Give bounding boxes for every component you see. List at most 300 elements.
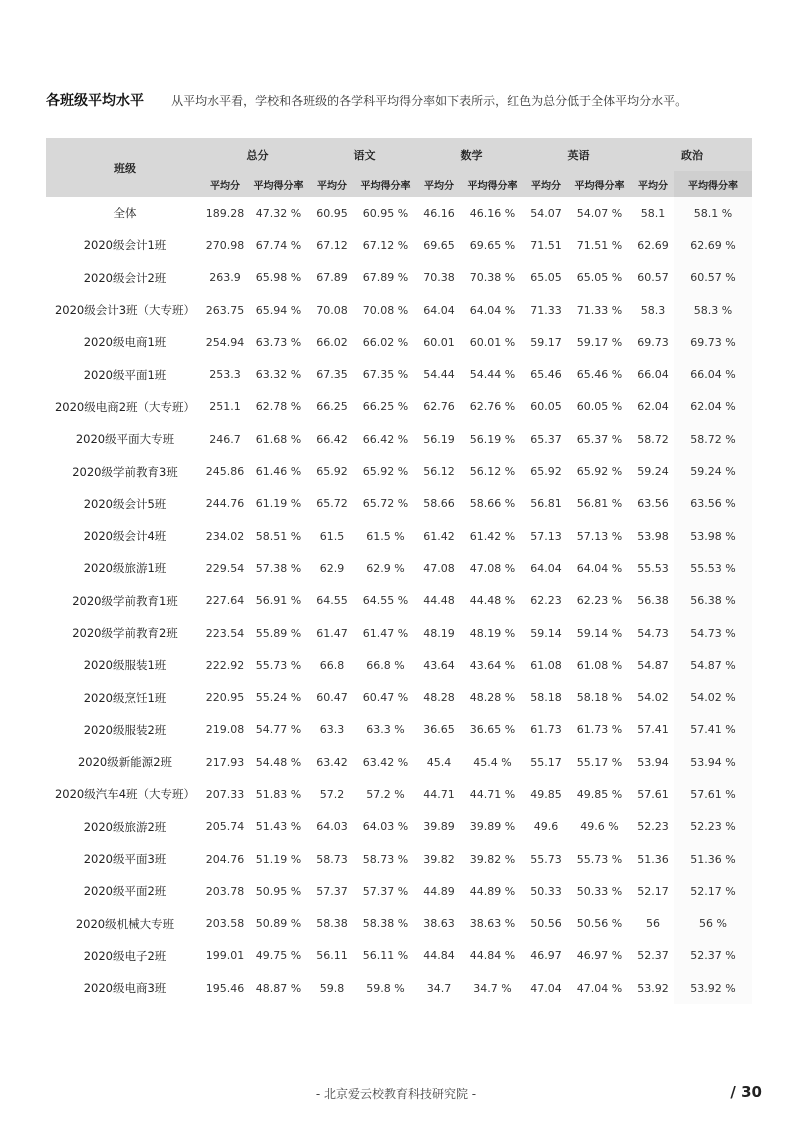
- chinese-rate-cell: 67.12 %: [362, 238, 409, 252]
- math-rate-cell: 58.66 %: [469, 497, 516, 511]
- english-avg-cell: 57.13: [530, 529, 562, 543]
- class-name-cell: 2020级旅游2班: [83, 819, 167, 834]
- table-row: [46, 358, 752, 390]
- chinese-avg-cell: 65.72: [316, 497, 348, 511]
- chinese-avg-cell: 57.2: [319, 787, 345, 801]
- politics-avg-cell: 53.92: [637, 981, 669, 995]
- class-column-header: 班级: [46, 138, 204, 197]
- math-rate-cell: 56.12 %: [469, 465, 516, 479]
- math-avg-cell: 56.12: [423, 465, 455, 479]
- class-name-cell: 2020级学前教育1班: [72, 593, 178, 608]
- english-rate-cell: 71.33 %: [576, 303, 623, 317]
- chinese-rate-cell: 60.47 %: [362, 691, 409, 705]
- subject-header-math: 数学: [418, 138, 525, 171]
- english-rate-cell: 65.92 %: [576, 465, 623, 479]
- chinese-rate-cell: 57.2 %: [366, 787, 405, 801]
- math-avg-cell: 34.7: [426, 981, 452, 995]
- english-avg-cell: 65.46: [530, 368, 562, 382]
- politics-avg-cell: 52.23: [637, 820, 669, 834]
- english-rate-cell: 57.13 %: [576, 529, 623, 543]
- table-row: [46, 391, 752, 423]
- chinese-avg-cell: 64.03: [316, 820, 348, 834]
- total-rate-cell: 55.73 %: [255, 658, 302, 672]
- chinese-avg-cell: 61.5: [319, 529, 345, 543]
- math-avg-cell: 54.44: [423, 368, 455, 382]
- total-avg-cell: 245.86: [205, 465, 245, 479]
- subject-header-total: 总分: [204, 138, 311, 171]
- math-rate-cell: 62.76 %: [469, 400, 516, 414]
- politics-rate-cell: 53.94 %: [674, 746, 752, 778]
- politics-rate-cell: 54.87 %: [674, 649, 752, 681]
- math-avg-cell: 36.65: [423, 723, 455, 737]
- politics-rate-cell: 53.92 %: [674, 972, 752, 1004]
- intro-text: 从平均水平看，学校和各班级的各学科平均得分率如下表所示，红色为总分低于全体平均分水平。: [171, 94, 688, 108]
- total-avg-cell: 189.28: [205, 206, 245, 220]
- avg-score-header: 平均分: [204, 171, 246, 197]
- total-avg-cell: 223.54: [205, 626, 245, 640]
- section-title: 各班级平均水平: [46, 93, 144, 109]
- total-avg-cell: 217.93: [205, 755, 245, 769]
- subject-header-row: [46, 138, 752, 171]
- chinese-rate-cell: 63.42 %: [362, 755, 409, 769]
- page-number: / 30: [730, 1083, 762, 1101]
- chinese-avg-cell: 67.12: [316, 238, 348, 252]
- total-avg-cell: 270.98: [205, 238, 245, 252]
- chinese-avg-cell: 60.47: [316, 691, 348, 705]
- total-rate-cell: 55.24 %: [255, 691, 302, 705]
- english-avg-cell: 59.14: [530, 626, 562, 640]
- total-avg-cell: 219.08: [205, 723, 245, 737]
- total-avg-cell: 203.58: [205, 917, 245, 931]
- english-rate-cell: 65.05 %: [576, 271, 623, 285]
- table-row: [46, 520, 752, 552]
- politics-rate-cell: 56 %: [674, 908, 752, 940]
- english-rate-cell: 62.23 %: [576, 594, 623, 608]
- politics-avg-cell: 52.17: [637, 884, 669, 898]
- total-avg-cell: 229.54: [205, 561, 245, 575]
- chinese-rate-cell: 67.89 %: [362, 271, 409, 285]
- total-avg-cell: 222.92: [205, 658, 245, 672]
- math-rate-cell: 38.63 %: [469, 917, 516, 931]
- chinese-rate-cell: 66.25 %: [362, 400, 409, 414]
- chinese-rate-cell: 65.92 %: [362, 465, 409, 479]
- math-avg-cell: 56.19: [423, 432, 455, 446]
- english-rate-cell: 65.37 %: [576, 432, 623, 446]
- total-rate-cell: 63.32 %: [255, 368, 302, 382]
- politics-rate-cell: 53.98 %: [674, 520, 752, 552]
- english-rate-cell: 54.07 %: [576, 206, 623, 220]
- english-rate-cell: 61.73 %: [576, 723, 623, 737]
- english-rate-cell: 49.6 %: [580, 820, 619, 834]
- class-name-cell: 2020级会计2班: [83, 270, 167, 285]
- table-row: [46, 617, 752, 649]
- english-avg-cell: 58.18: [530, 691, 562, 705]
- table-row: [46, 229, 752, 261]
- table-row: [46, 585, 752, 617]
- class-name-cell: 2020级会计1班: [83, 238, 167, 253]
- politics-rate-cell: 62.69 %: [674, 229, 752, 261]
- total-rate-cell: 49.75 %: [255, 949, 302, 963]
- math-avg-cell: 58.66: [423, 497, 455, 511]
- chinese-avg-cell: 66.42: [316, 432, 348, 446]
- chinese-avg-cell: 57.37: [316, 884, 348, 898]
- math-rate-cell: 44.71 %: [469, 787, 516, 801]
- table-row: [46, 423, 752, 455]
- chinese-rate-cell: 66.42 %: [362, 432, 409, 446]
- total-avg-cell: 199.01: [205, 949, 245, 963]
- chinese-rate-cell: 57.37 %: [362, 884, 409, 898]
- total-rate-cell: 50.95 %: [255, 884, 302, 898]
- total-rate-cell: 58.51 %: [255, 529, 302, 543]
- class-name-cell: 2020级烹饪1班: [83, 690, 167, 705]
- politics-rate-cell: 52.37 %: [674, 940, 752, 972]
- politics-rate-cell: 59.24 %: [674, 455, 752, 487]
- class-name-cell: 2020级平面大专班: [75, 432, 175, 447]
- class-name-cell: 2020级电商1班: [83, 335, 167, 350]
- math-avg-cell: 44.84: [423, 949, 455, 963]
- total-avg-cell: 227.64: [205, 594, 245, 608]
- math-rate-cell: 34.7 %: [473, 981, 512, 995]
- chinese-avg-cell: 59.8: [319, 981, 345, 995]
- politics-rate-cell: 57.61 %: [674, 778, 752, 810]
- chinese-avg-cell: 61.47: [316, 626, 348, 640]
- total-rate-cell: 67.74 %: [255, 238, 302, 252]
- table-row: [46, 972, 752, 1004]
- english-avg-cell: 49.85: [530, 787, 562, 801]
- politics-avg-cell: 54.73: [637, 626, 669, 640]
- politics-rate-cell: 62.04 %: [674, 391, 752, 423]
- politics-avg-cell: 58.3: [640, 303, 666, 317]
- math-avg-cell: 47.08: [423, 561, 455, 575]
- chinese-rate-cell: 66.8 %: [366, 658, 405, 672]
- english-avg-cell: 65.05: [530, 271, 562, 285]
- chinese-avg-cell: 64.55: [316, 594, 348, 608]
- total-avg-cell: 207.33: [205, 787, 245, 801]
- total-avg-cell: 244.76: [205, 497, 245, 511]
- english-avg-cell: 46.97: [530, 949, 562, 963]
- politics-rate-cell: 58.3 %: [674, 294, 752, 326]
- math-avg-cell: 62.76: [423, 400, 455, 414]
- math-avg-cell: 70.38: [423, 271, 455, 285]
- english-avg-cell: 59.17: [530, 335, 562, 349]
- total-avg-cell: 253.3: [209, 368, 241, 382]
- total-avg-cell: 204.76: [205, 852, 245, 866]
- total-rate-cell: 47.32 %: [255, 206, 302, 220]
- math-avg-cell: 60.01: [423, 335, 455, 349]
- class-name-cell: 2020级会计3班（大专班）: [54, 303, 196, 318]
- avg-rate-header: 平均得分率: [246, 171, 311, 197]
- total-rate-cell: 55.89 %: [255, 626, 302, 640]
- politics-avg-cell: 59.24: [637, 465, 669, 479]
- table-row: [46, 714, 752, 746]
- chinese-avg-cell: 66.02: [316, 335, 348, 349]
- math-rate-cell: 48.28 %: [469, 691, 516, 705]
- total-avg-cell: 263.9: [209, 271, 241, 285]
- math-avg-cell: 64.04: [423, 303, 455, 317]
- math-avg-cell: 38.63: [423, 917, 455, 931]
- english-avg-cell: 65.37: [530, 432, 562, 446]
- math-avg-cell: 44.71: [423, 787, 455, 801]
- chinese-rate-cell: 58.38 %: [362, 917, 409, 931]
- total-avg-cell: 205.74: [205, 820, 245, 834]
- english-rate-cell: 71.51 %: [576, 238, 623, 252]
- math-rate-cell: 64.04 %: [469, 303, 516, 317]
- english-rate-cell: 47.04 %: [576, 981, 623, 995]
- class-name-cell: 2020级服装1班: [83, 658, 167, 673]
- math-rate-cell: 45.4 %: [473, 755, 512, 769]
- english-avg-cell: 47.04: [530, 981, 562, 995]
- politics-avg-cell: 62.69: [637, 238, 669, 252]
- politics-rate-cell: 52.23 %: [674, 811, 752, 843]
- politics-rate-cell: 55.53 %: [674, 552, 752, 584]
- english-avg-cell: 64.04: [530, 561, 562, 575]
- table-row: [46, 262, 752, 294]
- english-avg-cell: 50.56: [530, 917, 562, 931]
- politics-rate-cell: 66.04 %: [674, 358, 752, 390]
- math-rate-cell: 54.44 %: [469, 368, 516, 382]
- math-rate-cell: 70.38 %: [469, 271, 516, 285]
- english-rate-cell: 61.08 %: [576, 658, 623, 672]
- politics-rate-cell: 63.56 %: [674, 488, 752, 520]
- english-avg-cell: 55.73: [530, 852, 562, 866]
- math-avg-cell: 44.48: [423, 594, 455, 608]
- math-rate-cell: 39.89 %: [469, 820, 516, 834]
- english-avg-cell: 56.81: [530, 497, 562, 511]
- politics-avg-cell: 57.61: [637, 787, 669, 801]
- class-name-cell: 2020级会计5班: [83, 496, 167, 511]
- math-avg-cell: 43.64: [423, 658, 455, 672]
- english-avg-cell: 49.6: [533, 820, 559, 834]
- total-rate-cell: 57.38 %: [255, 561, 302, 575]
- class-name-cell: 2020级学前教育3班: [72, 464, 178, 479]
- table-row: [46, 875, 752, 907]
- math-avg-cell: 48.28: [423, 691, 455, 705]
- english-rate-cell: 56.81 %: [576, 497, 623, 511]
- total-avg-cell: 234.02: [205, 529, 245, 543]
- chinese-rate-cell: 56.11 %: [362, 949, 409, 963]
- chinese-rate-cell: 66.02 %: [362, 335, 409, 349]
- total-rate-cell: 50.89 %: [255, 917, 302, 931]
- math-rate-cell: 36.65 %: [469, 723, 516, 737]
- table-row: [46, 552, 752, 584]
- avg-rate-header: 平均得分率: [460, 171, 525, 197]
- politics-avg-cell: 58.1: [640, 206, 666, 220]
- math-avg-cell: 48.19: [423, 626, 455, 640]
- math-rate-cell: 69.65 %: [469, 238, 516, 252]
- subject-header-english: 英语: [525, 138, 632, 171]
- english-avg-cell: 54.07: [530, 206, 562, 220]
- chinese-avg-cell: 66.8: [319, 658, 345, 672]
- avg-score-header: 平均分: [525, 171, 567, 197]
- total-avg-cell: 203.78: [205, 884, 245, 898]
- math-avg-cell: 46.16: [423, 206, 455, 220]
- total-rate-cell: 51.19 %: [255, 852, 302, 866]
- english-rate-cell: 55.17 %: [576, 755, 623, 769]
- math-rate-cell: 48.19 %: [469, 626, 516, 640]
- english-rate-cell: 46.97 %: [576, 949, 623, 963]
- politics-rate-cell: 56.38 %: [674, 585, 752, 617]
- english-avg-cell: 61.08: [530, 658, 562, 672]
- chinese-avg-cell: 63.3: [319, 723, 345, 737]
- total-rate-cell: 54.77 %: [255, 723, 302, 737]
- avg-score-header: 平均分: [311, 171, 353, 197]
- math-avg-cell: 44.89: [423, 884, 455, 898]
- politics-avg-cell: 62.04: [637, 400, 669, 414]
- politics-rate-cell: 51.36 %: [674, 843, 752, 875]
- english-rate-cell: 55.73 %: [576, 852, 623, 866]
- chinese-avg-cell: 66.25: [316, 400, 348, 414]
- chinese-rate-cell: 60.95 %: [362, 206, 409, 220]
- table-row: [46, 197, 752, 229]
- total-rate-cell: 54.48 %: [255, 755, 302, 769]
- table-row: [46, 294, 752, 326]
- avg-rate-header: 平均得分率: [567, 171, 632, 197]
- chinese-rate-cell: 58.73 %: [362, 852, 409, 866]
- total-rate-cell: 65.94 %: [255, 303, 302, 317]
- subject-header-politics: 政治: [632, 138, 752, 171]
- politics-rate-cell: 54.02 %: [674, 681, 752, 713]
- chinese-avg-cell: 67.89: [316, 271, 348, 285]
- chinese-avg-cell: 58.38: [316, 917, 348, 931]
- politics-avg-cell: 56.38: [637, 594, 669, 608]
- english-rate-cell: 49.85 %: [576, 787, 623, 801]
- total-avg-cell: 254.94: [205, 335, 245, 349]
- math-avg-cell: 61.42: [423, 529, 455, 543]
- math-rate-cell: 44.84 %: [469, 949, 516, 963]
- math-avg-cell: 45.4: [426, 755, 452, 769]
- english-avg-cell: 50.33: [530, 884, 562, 898]
- total-rate-cell: 63.73 %: [255, 335, 302, 349]
- math-avg-cell: 39.89: [423, 820, 455, 834]
- chinese-rate-cell: 70.08 %: [362, 303, 409, 317]
- table-row: [46, 843, 752, 875]
- class-name-cell: 2020级电商2班（大专班）: [54, 399, 196, 414]
- politics-avg-cell: 54.02: [637, 691, 669, 705]
- politics-rate-cell: 69.73 %: [674, 326, 752, 358]
- class-name-cell: 2020级服装2班: [83, 722, 167, 737]
- politics-avg-cell: 58.72: [637, 432, 669, 446]
- math-avg-cell: 69.65: [423, 238, 455, 252]
- total-avg-cell: 251.1: [209, 400, 241, 414]
- english-rate-cell: 59.14 %: [576, 626, 623, 640]
- math-rate-cell: 61.42 %: [469, 529, 516, 543]
- table-row: [46, 649, 752, 681]
- english-rate-cell: 65.46 %: [576, 368, 623, 382]
- politics-rate-cell: 58.1 %: [674, 197, 752, 229]
- chinese-avg-cell: 65.92: [316, 465, 348, 479]
- chinese-avg-cell: 63.42: [316, 755, 348, 769]
- politics-avg-cell: 60.57: [637, 271, 669, 285]
- table-row: [46, 326, 752, 358]
- chinese-rate-cell: 64.03 %: [362, 820, 409, 834]
- total-rate-cell: 65.98 %: [255, 271, 302, 285]
- total-rate-cell: 56.91 %: [255, 594, 302, 608]
- english-rate-cell: 58.18 %: [576, 691, 623, 705]
- avg-rate-header: 平均得分率: [674, 171, 752, 197]
- math-rate-cell: 44.89 %: [469, 884, 516, 898]
- total-rate-cell: 61.19 %: [255, 497, 302, 511]
- english-rate-cell: 60.05 %: [576, 400, 623, 414]
- math-rate-cell: 43.64 %: [469, 658, 516, 672]
- math-rate-cell: 44.48 %: [469, 594, 516, 608]
- chinese-rate-cell: 67.35 %: [362, 368, 409, 382]
- total-rate-cell: 61.68 %: [255, 432, 302, 446]
- chinese-rate-cell: 64.55 %: [362, 594, 409, 608]
- class-name-cell: 2020级平面3班: [83, 852, 167, 867]
- math-rate-cell: 39.82 %: [469, 852, 516, 866]
- politics-rate-cell: 58.72 %: [674, 423, 752, 455]
- politics-avg-cell: 53.98: [637, 529, 669, 543]
- chinese-avg-cell: 62.9: [319, 561, 345, 575]
- chinese-rate-cell: 62.9 %: [366, 561, 405, 575]
- chinese-rate-cell: 65.72 %: [362, 497, 409, 511]
- class-name-cell: 2020级电子2班: [83, 948, 167, 963]
- politics-avg-cell: 55.53: [637, 561, 669, 575]
- total-rate-cell: 48.87 %: [255, 981, 302, 995]
- avg-score-header: 平均分: [632, 171, 674, 197]
- politics-avg-cell: 53.94: [637, 755, 669, 769]
- politics-avg-cell: 51.36: [637, 852, 669, 866]
- math-rate-cell: 56.19 %: [469, 432, 516, 446]
- math-avg-cell: 39.82: [423, 852, 455, 866]
- english-rate-cell: 59.17 %: [576, 335, 623, 349]
- class-name-cell: 2020级平面1班: [83, 367, 167, 382]
- total-avg-cell: 195.46: [205, 981, 245, 995]
- class-name-cell: 全体: [113, 206, 137, 221]
- math-rate-cell: 46.16 %: [469, 206, 516, 220]
- politics-avg-cell: 52.37: [637, 949, 669, 963]
- politics-avg-cell: 63.56: [637, 497, 669, 511]
- politics-avg-cell: 57.41: [637, 723, 669, 737]
- score-table-body: [46, 197, 752, 1004]
- politics-rate-cell: 60.57 %: [674, 262, 752, 294]
- avg-score-header: 平均分: [418, 171, 460, 197]
- class-average-table: [46, 138, 752, 1004]
- total-rate-cell: 62.78 %: [255, 400, 302, 414]
- avg-rate-header: 平均得分率: [353, 171, 418, 197]
- subject-header-chinese: 语文: [311, 138, 418, 171]
- table-row: [46, 940, 752, 972]
- total-rate-cell: 61.46 %: [255, 465, 302, 479]
- total-avg-cell: 246.7: [209, 432, 241, 446]
- english-avg-cell: 55.17: [530, 755, 562, 769]
- politics-avg-cell: 69.73: [637, 335, 669, 349]
- class-name-cell: 2020级机械大专班: [75, 916, 175, 931]
- english-rate-cell: 64.04 %: [576, 561, 623, 575]
- class-name-cell: 2020级平面2班: [83, 884, 167, 899]
- math-rate-cell: 47.08 %: [469, 561, 516, 575]
- math-rate-cell: 60.01 %: [469, 335, 516, 349]
- total-avg-cell: 263.75: [205, 303, 245, 317]
- table-row: [46, 681, 752, 713]
- chinese-avg-cell: 60.95: [316, 206, 348, 220]
- chinese-rate-cell: 61.5 %: [366, 529, 405, 543]
- table-row: [46, 455, 752, 487]
- politics-rate-cell: 57.41 %: [674, 714, 752, 746]
- class-name-cell: 2020级新能源2班: [77, 755, 173, 770]
- english-avg-cell: 71.51: [530, 238, 562, 252]
- politics-rate-cell: 54.73 %: [674, 617, 752, 649]
- table-row: [46, 811, 752, 843]
- chinese-avg-cell: 58.73: [316, 852, 348, 866]
- politics-rate-cell: 52.17 %: [674, 875, 752, 907]
- table-row: [46, 488, 752, 520]
- english-rate-cell: 50.33 %: [576, 884, 623, 898]
- english-avg-cell: 65.92: [530, 465, 562, 479]
- chinese-avg-cell: 67.35: [316, 368, 348, 382]
- english-avg-cell: 61.73: [530, 723, 562, 737]
- politics-avg-cell: 56: [646, 917, 660, 931]
